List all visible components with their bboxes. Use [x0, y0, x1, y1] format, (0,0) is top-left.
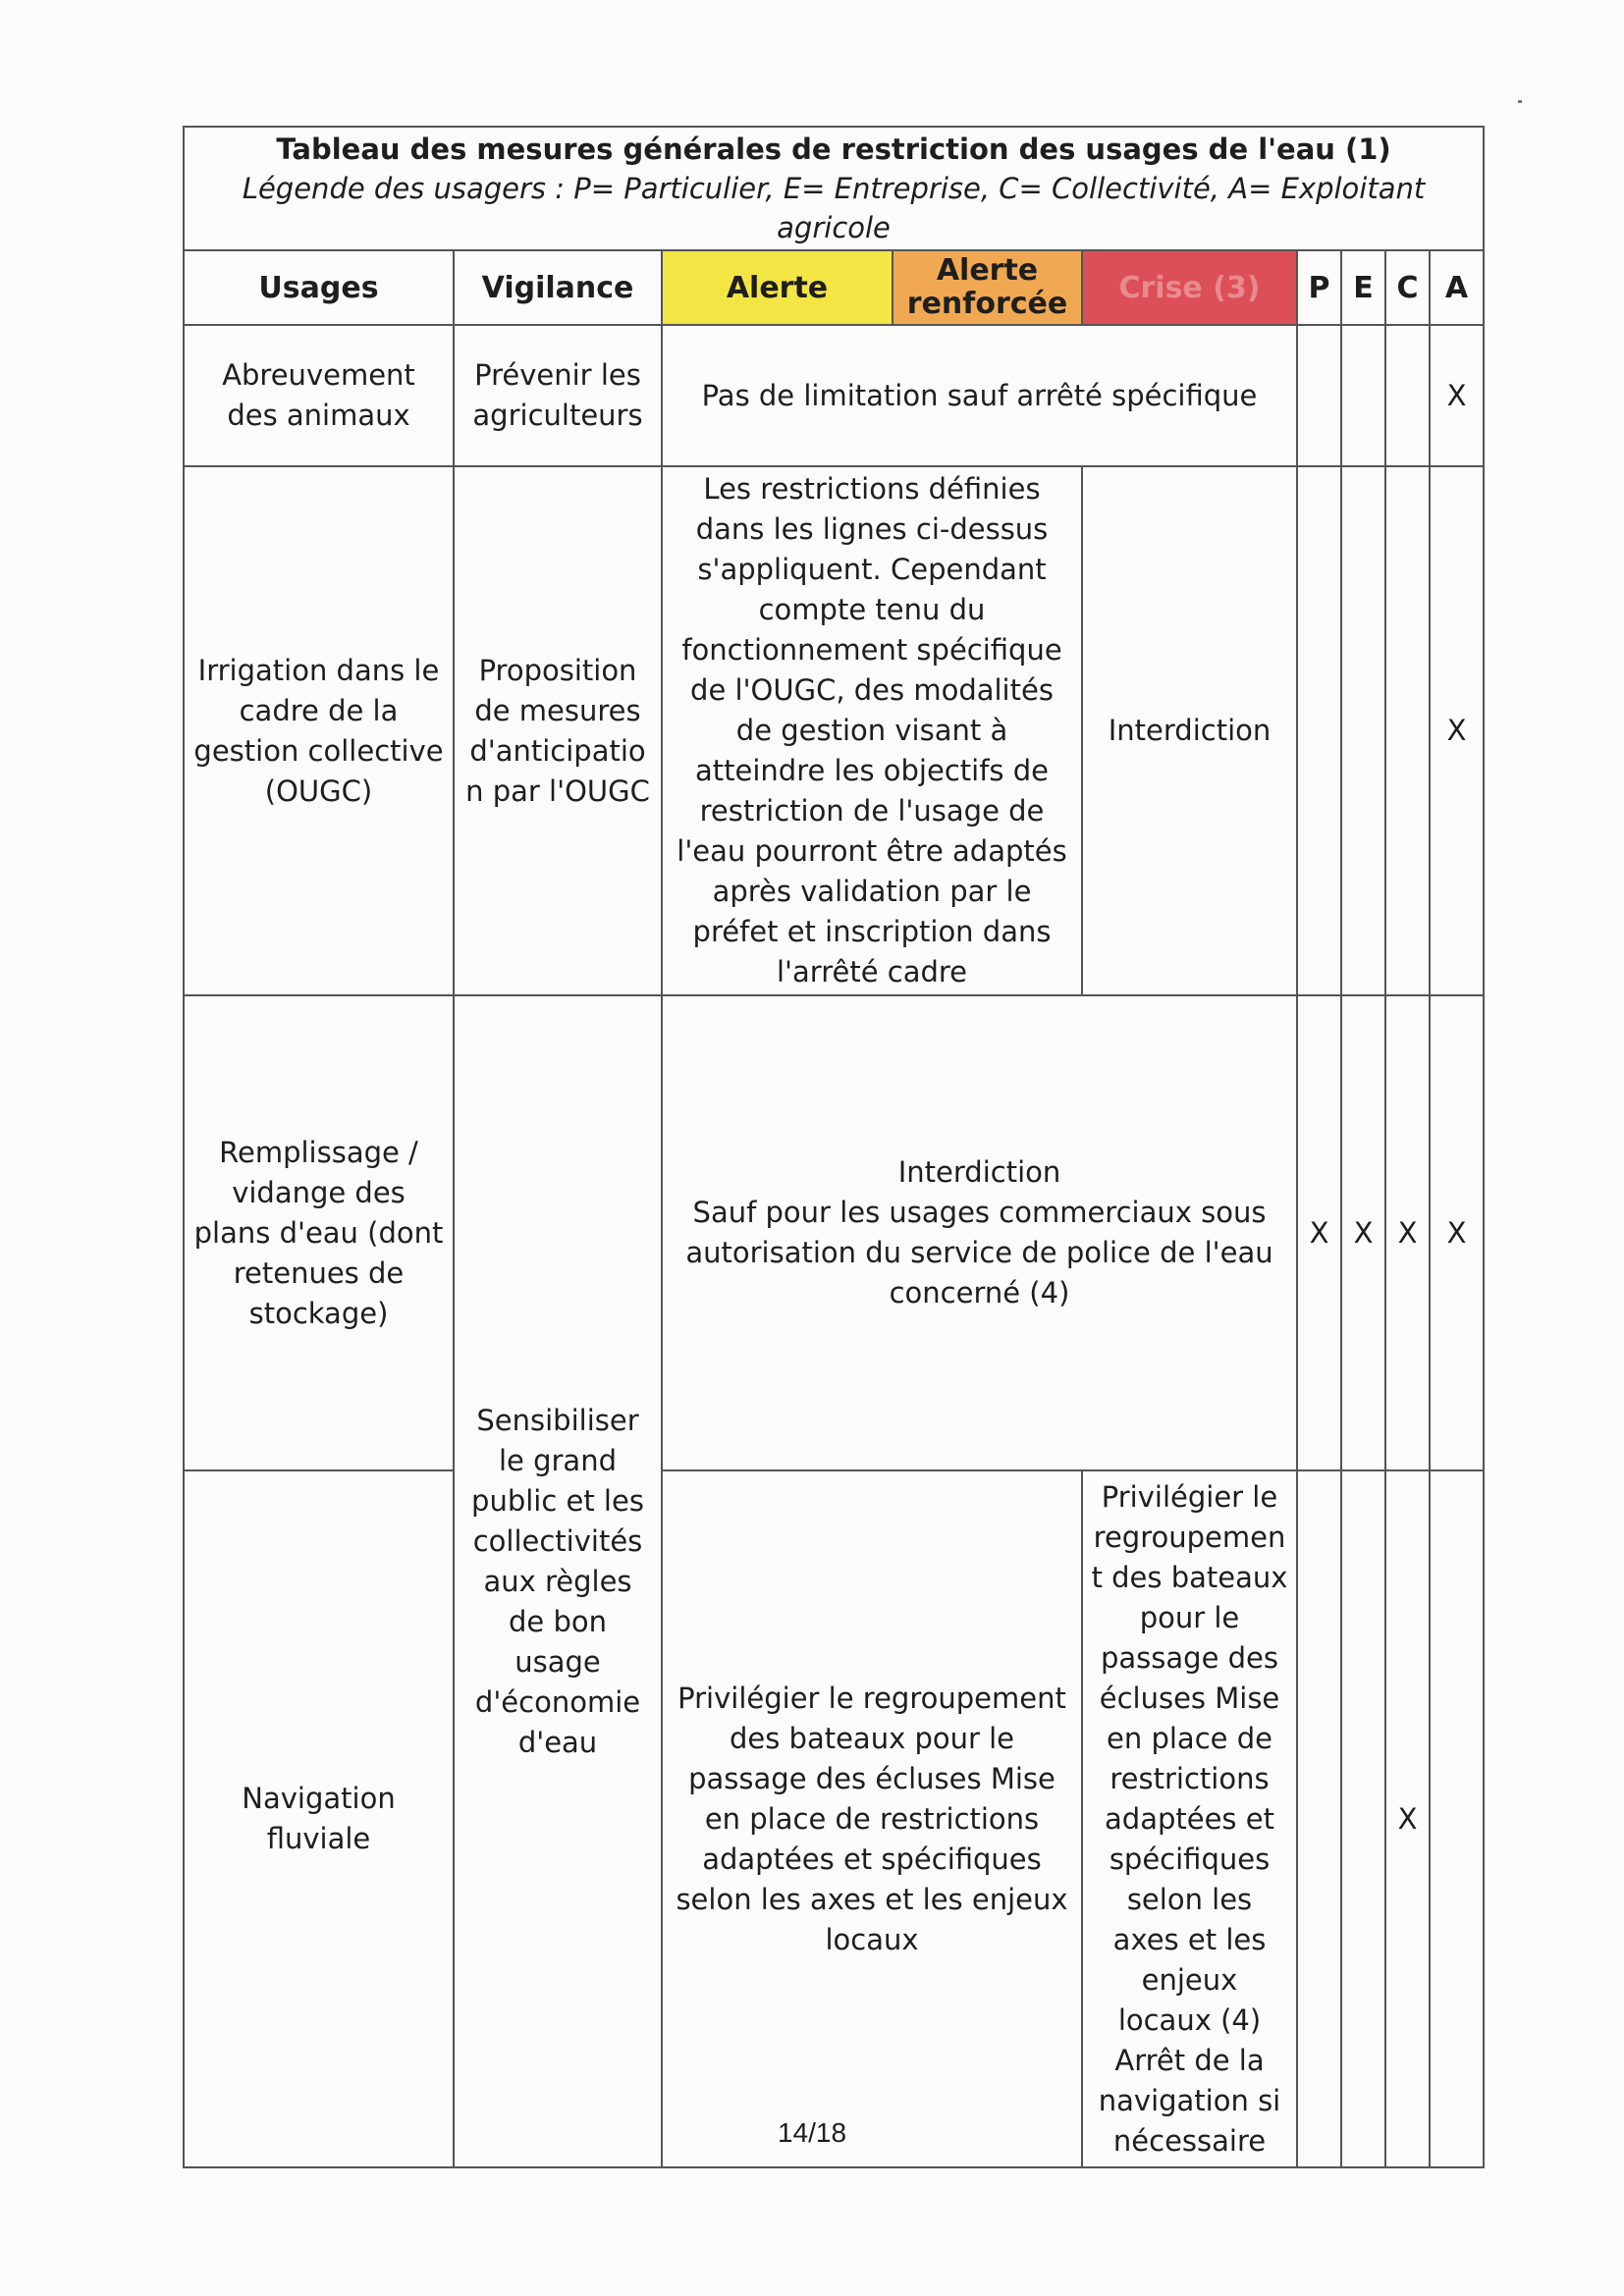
c-cell — [1385, 466, 1430, 995]
e-cell — [1341, 325, 1385, 466]
p-cell — [1297, 325, 1341, 466]
p-cell — [1297, 466, 1341, 995]
a-cell: X — [1430, 325, 1484, 466]
p-cell: X — [1297, 995, 1341, 1470]
page-number: 14/18 — [777, 2117, 847, 2148]
usage-cell: Abreuvement des animaux — [184, 325, 454, 466]
measures-cell — [662, 995, 1297, 1470]
e-cell — [1341, 466, 1385, 995]
e-cell — [1341, 1470, 1385, 2167]
a-cell: X — [1430, 466, 1484, 995]
e-cell: X — [1341, 995, 1385, 1470]
table-row — [184, 466, 1484, 995]
c-cell — [1385, 325, 1430, 466]
crise-measures-cell: Privilégier le regroupemen t des bateaux pour le passage des écluses Mise en place de restrictions adaptées et spécifiques selon les axes et les enjeux locaux (4) Arrêt de la navigation si nécessaire — [1082, 1470, 1297, 2167]
header-usages: Usages — [184, 250, 454, 325]
usage-cell: Irrigation dans le cadre de la gestion collective (OUGC) — [184, 466, 454, 995]
usage-cell: Remplissage / vidange des plans d'eau (dont retenues de stockage) — [184, 995, 454, 1470]
alerte-measures-cell: Privilégier le regroupement des bateaux pour le passage des écluses Mise en place de restrictions adaptées et spécifiques selon les axes et les enjeux locaux — [662, 1470, 1082, 2167]
header-row — [184, 250, 1484, 325]
p-cell — [1297, 1470, 1341, 2167]
measures-text: Sauf pour les usages commerciaux sous autorisation du service de police de l'eau concerné (4) — [685, 1196, 1273, 1309]
c-cell: X — [1385, 995, 1430, 1470]
vigilance-cell: Sensibiliser le grand public et les collectivités aux règles de bon usage d'économie d'eau — [454, 995, 662, 2167]
usage-cell: Navigation fluviale — [184, 1470, 454, 2167]
table-legend: Légende des usagers : P= Particulier, E= Entreprise, C= Collectivité, A= Exploitant agricole — [242, 172, 1426, 244]
measures-cell: Pas de limitation sauf arrêté spécifique — [662, 325, 1297, 466]
table-caption — [184, 127, 1484, 250]
table-row — [184, 1470, 1484, 2167]
header-p: P — [1297, 250, 1341, 325]
c-cell: X — [1385, 1470, 1430, 2167]
page-mark — [1518, 100, 1522, 103]
table-row — [184, 325, 1484, 466]
header-e: E — [1341, 250, 1385, 325]
header-a: A — [1430, 250, 1484, 325]
measures-title: Interdiction — [897, 1155, 1061, 1189]
a-cell: X — [1430, 995, 1484, 1470]
alerte-measures-cell: Les restrictions définies dans les lignes ci-dessus s'appliquent. Cependant compte tenu du fonctionnement spécifique de l'OUGC, des modalités de gestion visant à atteindre les objectifs de restriction de l'usage de l'eau pourront être adaptés après validation par le préfet et inscription dans l'arrêté cadre — [662, 466, 1082, 995]
header-vigilance: Vigilance — [454, 250, 662, 325]
table-row — [184, 995, 1484, 1470]
vigilance-cell: Proposition de mesures d'anticipatio n par l'OUGC — [454, 466, 662, 995]
header-crise: Crise (3) — [1082, 250, 1297, 325]
table-title: Tableau des mesures générales de restriction des usages de l'eau (1) — [276, 133, 1391, 166]
restrictions-table — [183, 126, 1485, 2168]
header-alerte-renforcee: Alerte renforcée — [893, 250, 1082, 325]
header-c: C — [1385, 250, 1430, 325]
header-alerte: Alerte — [662, 250, 893, 325]
a-cell — [1430, 1470, 1484, 2167]
restrictions-table-container — [183, 126, 1483, 2168]
vigilance-cell: Prévenir les agriculteurs — [454, 325, 662, 466]
crise-measures-cell: Interdiction — [1082, 466, 1297, 995]
